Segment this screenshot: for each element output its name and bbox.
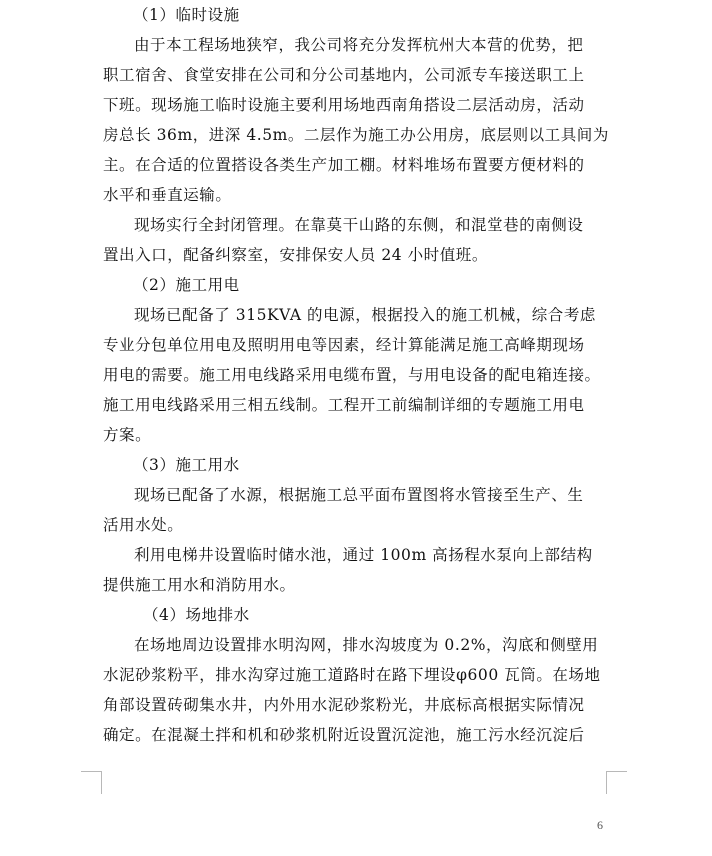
paragraph-line: 水平和垂直运输。 bbox=[103, 186, 232, 204]
paragraph-line: 现场已配备了 315KVA 的电源，根据投入的施工机械，综合考虑 bbox=[134, 306, 596, 324]
section-heading-construction-electricity: （2）施工用电 bbox=[133, 276, 240, 294]
paragraph-line: 确定。在混凝土拌和机和砂浆机附近设置沉淀池，施工污水经沉淀后 bbox=[103, 726, 585, 744]
section-heading-temporary-facilities: （1）临时设施 bbox=[133, 6, 240, 24]
paragraph-line: 提供施工用水和消防用水。 bbox=[103, 576, 296, 594]
paragraph-line: 专业分包单位用电及照明用电等因素，经计算能满足施工高峰期现场 bbox=[103, 336, 585, 354]
paragraph-line: 角部设置砖砌集水井，内外用水泥砂浆粉光，井底标高根据实际情况 bbox=[103, 696, 585, 714]
paragraph-line: 主。在合适的位置搭设各类生产加工棚。材料堆场布置要方便材料的 bbox=[103, 156, 585, 174]
section-heading-construction-water: （3）施工用水 bbox=[133, 456, 240, 474]
paragraph-line: 活用水处。 bbox=[103, 516, 184, 534]
paragraph-line: 房总长 36m，进深 4.5m。二层作为施工办公用房，底层则以工具间为 bbox=[103, 126, 609, 144]
margin-corner-mark-right bbox=[606, 771, 627, 794]
paragraph-line: 现场已配备了水源，根据施工总平面布置图将水管接至生产、生 bbox=[134, 486, 584, 504]
paragraph-line: 方案。 bbox=[103, 426, 152, 444]
paragraph-line: 利用电梯井设置临时储水池，通过 100m 高扬程水泵向上部结构 bbox=[134, 546, 593, 564]
paragraph-line: 施工用电线路采用三相五线制。工程开工前编制详细的专题施工用电 bbox=[103, 396, 585, 414]
paragraph-line: 职工宿舍、食堂安排在公司和分公司基地内，公司派专车接送职工上 bbox=[103, 66, 585, 84]
paragraph-line: 水泥砂浆粉平，排水沟穿过施工道路时在路下埋设φ600 瓦筒。在场地 bbox=[103, 666, 601, 684]
page-number: 6 bbox=[597, 818, 603, 832]
paragraph-line: 置出入口，配备纠察室，安排保安人员 24 小时值班。 bbox=[103, 246, 488, 264]
paragraph-line: 现场实行全封闭管理。在靠莫干山路的东侧，和混堂巷的南侧设 bbox=[134, 216, 584, 234]
paragraph-line: 在场地周边设置排水明沟网，排水沟坡度为 0.2%，沟底和侧壁用 bbox=[134, 636, 599, 654]
paragraph-line: 由于本工程场地狭窄，我公司将充分发挥杭州大本营的优势，把 bbox=[134, 36, 584, 54]
paragraph-line: 用电的需要。施工用电线路采用电缆布置，与用电设备的配电箱连接。 bbox=[103, 366, 601, 384]
margin-corner-mark-left bbox=[81, 771, 102, 794]
section-heading-site-drainage: （4）场地排水 bbox=[143, 606, 250, 624]
paragraph-line: 下班。现场施工临时设施主要利用场地西南角搭设二层活动房，活动 bbox=[103, 96, 585, 114]
